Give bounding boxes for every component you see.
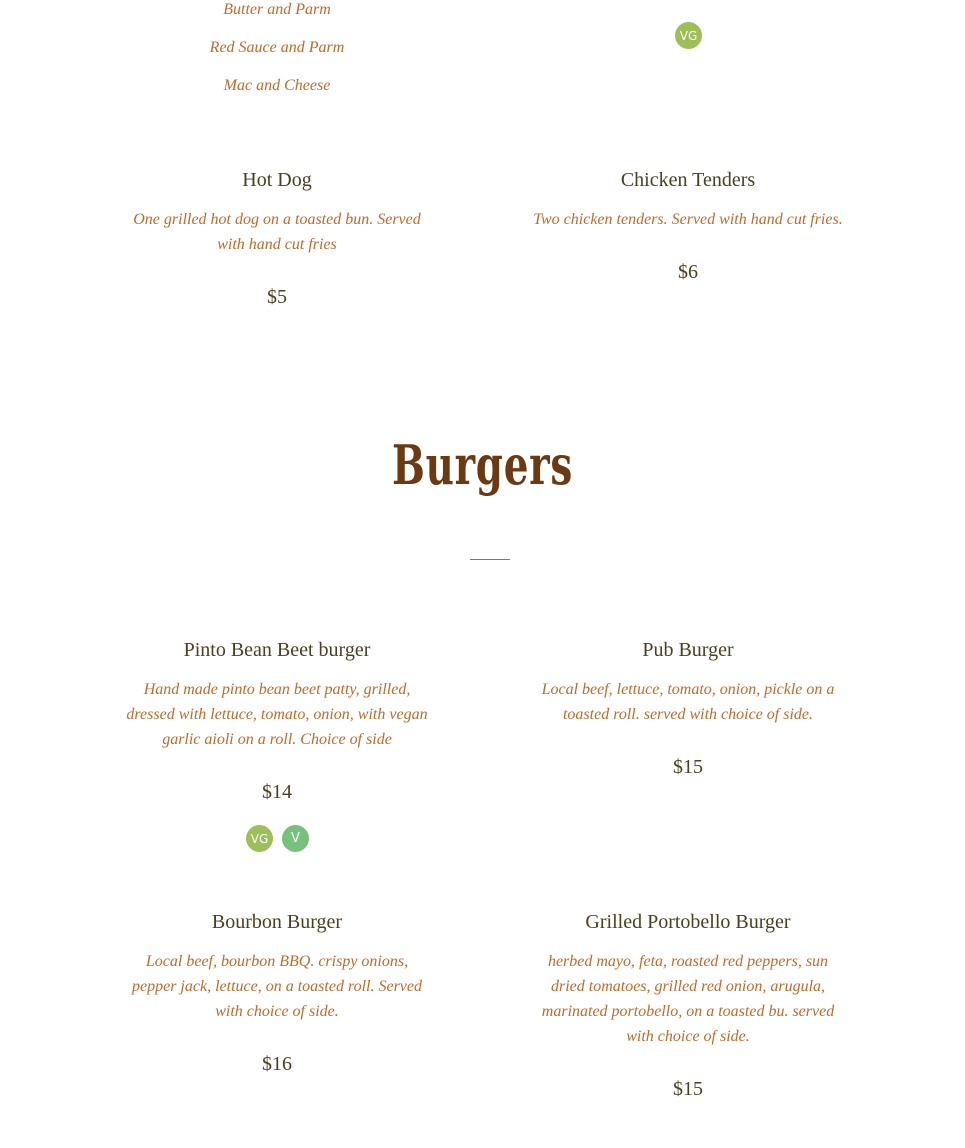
menu-item-price: $14	[262, 781, 292, 803]
vegan-badge-icon: VG	[675, 22, 702, 49]
pasta-option: Butter and Parm	[223, 1, 331, 18]
menu-item-description: Hand made pinto bean beet patty, grilled, dressed with lettuce, tomato, onion, with vegan garlic aioli on a roll. Choice of side	[126, 681, 428, 748]
section-divider	[470, 559, 510, 560]
menu-item-description: Local beef, lettuce, tomato, onion, pickle on a toasted roll. served with choice of side.	[541, 681, 835, 723]
menu-item-name: Pinto Bean Beet burger	[183, 639, 371, 661]
menu-item-price: $16	[262, 1053, 292, 1075]
vegetarian-badge-icon: V	[282, 825, 309, 852]
menu-item-price: $15	[673, 1078, 703, 1100]
menu-item-name: Pub Burger	[642, 639, 734, 661]
menu-item-price: $15	[673, 756, 703, 778]
menu-item-price: $5	[267, 286, 287, 308]
menu-item-description: One grilled hot dog on a toasted bun. Served with hand cut fries	[133, 211, 421, 253]
menu-item-description: Two chicken tenders. Served with hand cut fries.	[533, 211, 843, 228]
menu-item-name: Grilled Portobello Burger	[585, 911, 791, 933]
menu-item-name: Bourbon Burger	[211, 911, 343, 933]
vegan-badge-icon: VG	[246, 825, 273, 852]
menu-item	[122, 168, 432, 309]
menu-item-description: Local beef, bourbon BBQ. crispy onions, pepper jack, lettuce, on a toasted roll. Served with choice of side.	[132, 953, 422, 1020]
menu-item-name: Hot Dog	[242, 169, 312, 191]
menu-item-description: herbed mayo, feta, roasted red peppers, sun dried tomatoes, grilled red onion, arugula, marinated portobello, on a toasted bu. served with choice of side.	[541, 953, 835, 1045]
menu-item-price: $6	[678, 261, 698, 283]
menu-item	[533, 168, 843, 284]
menu-item-name: Chicken Tenders	[620, 169, 756, 191]
pasta-option: Mac and Cheese	[223, 77, 331, 94]
menu-item	[533, 910, 843, 1101]
menu-item	[533, 638, 843, 779]
section-title: Burgers	[392, 433, 573, 497]
menu-item	[122, 910, 432, 1076]
pasta-option: Red Sauce and Parm	[209, 39, 345, 56]
menu-item	[122, 638, 432, 804]
